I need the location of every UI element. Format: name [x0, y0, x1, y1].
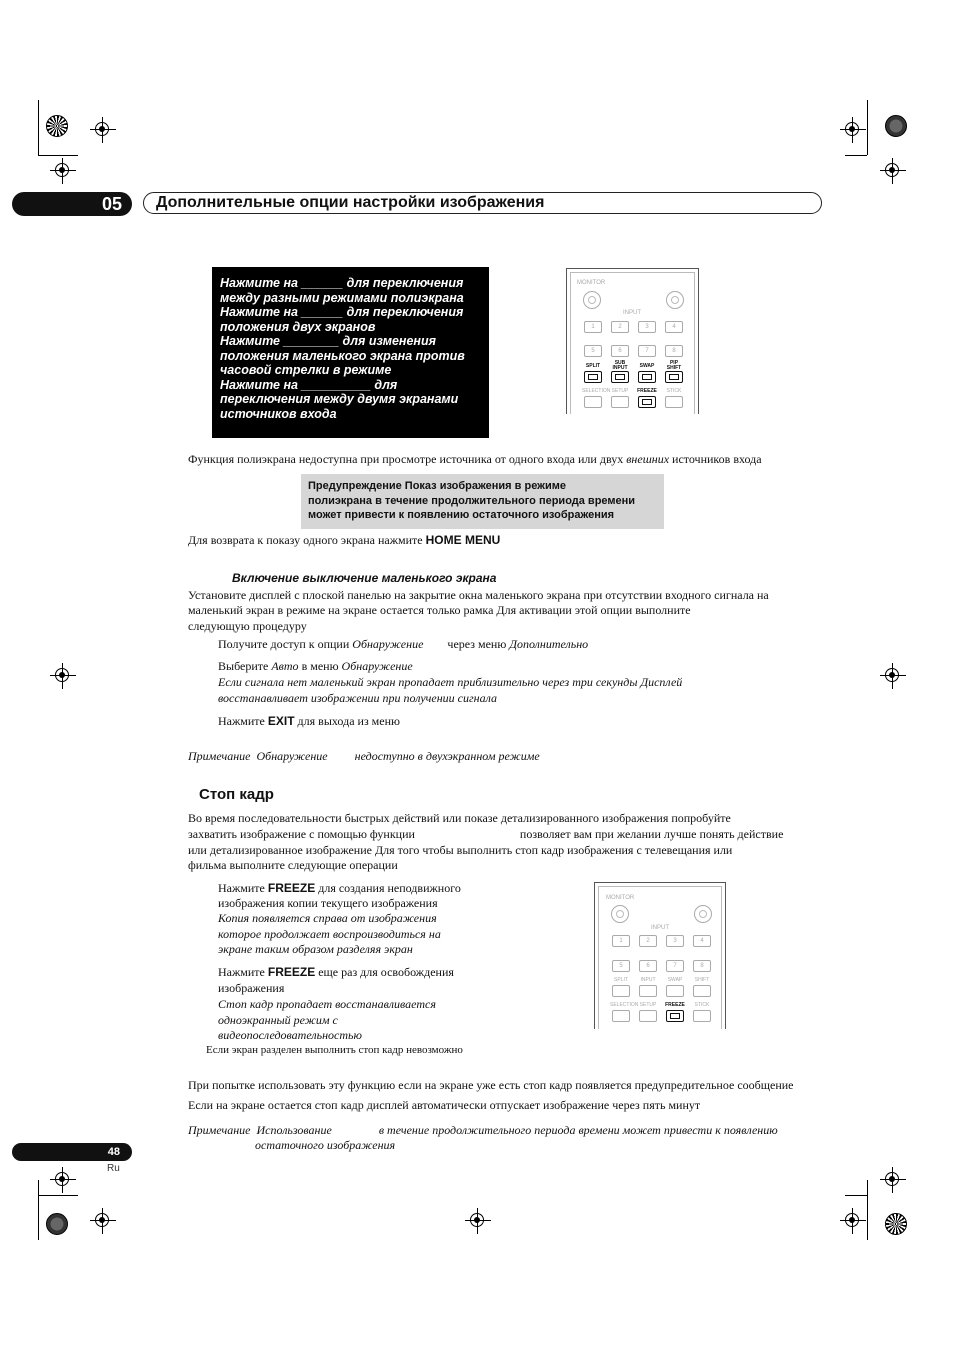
- step-text: Получите доступ к опции: [218, 637, 353, 651]
- section-title: Стоп кадр: [199, 786, 274, 803]
- instruction-line: Нажмите ________ для изменения: [220, 334, 436, 348]
- remote-num-button: 4: [665, 321, 683, 333]
- remote-button: [639, 985, 657, 997]
- key-label: EXIT: [267, 714, 295, 728]
- sub-input-button: [611, 371, 629, 383]
- remote-button: [611, 396, 629, 408]
- note-text: в течение продолжительного периода времени может привести к появлению: [378, 1123, 778, 1137]
- note-text: Использование: [256, 1123, 332, 1137]
- registration-rosette-icon: [885, 115, 907, 137]
- remote-button-label: SELECTION: [582, 388, 611, 394]
- remote-num-button: 6: [611, 345, 629, 357]
- note-text: Обнаружение: [256, 749, 328, 763]
- note-label: Примечание: [188, 1123, 251, 1137]
- power-icon: [611, 905, 629, 923]
- power-icon: [583, 291, 601, 309]
- split-button: [584, 371, 602, 383]
- split-note: Если экран разделен выполнить стоп кадр невозможно: [206, 1044, 463, 1056]
- instruction-line: часовой стрелки в режиме: [220, 363, 392, 377]
- remote-button-label: SWAP: [667, 977, 683, 983]
- chapter-number: 05: [12, 192, 132, 216]
- remote-input-label: INPUT: [651, 925, 669, 931]
- remote-num-button: 3: [666, 935, 684, 947]
- crop-target-icon: [885, 1172, 899, 1186]
- remote-button-label: STICK: [694, 1002, 710, 1008]
- step-note: восстанавливает изображении при получении сигнала: [218, 691, 497, 705]
- swap-button: [638, 371, 656, 383]
- paragraph-text: Функция полиэкрана недоступна при просмотре источника от одного входа или двух: [188, 452, 627, 466]
- crop-target-icon: [885, 163, 899, 177]
- crop-target-icon: [885, 668, 899, 682]
- remote-button-label: STICK: [666, 388, 682, 394]
- step-item: [218, 713, 400, 729]
- remote-num-button: 1: [584, 321, 602, 333]
- step-note: Стоп кадр пропадает восстанавливается: [218, 997, 436, 1011]
- remote-button-label: INPUT: [640, 977, 656, 983]
- paragraph-italic: внешних: [626, 452, 670, 466]
- remote-button: [639, 1010, 657, 1022]
- key-label: FREEZE: [267, 965, 316, 979]
- remote-num-button: 5: [612, 960, 630, 972]
- step-text: изображения копии текущего изображения: [218, 896, 438, 910]
- remote-button-label: SPLIT: [585, 363, 601, 369]
- crop-target-icon: [95, 1213, 109, 1227]
- step-note: Если сигнала нет маленький экран пропадает приблизительно через три секунды Дисплей: [218, 675, 683, 689]
- paragraph-text: источников входа: [669, 452, 762, 466]
- step-text: для создания неподвижного: [315, 881, 461, 895]
- page-number: 48: [12, 1143, 132, 1161]
- paragraph-line: Установите дисплей с плоской панелью на закрытие окна маленького экрана при отсутствии входного сигнала на: [188, 588, 769, 602]
- remote-num-button: 6: [639, 960, 657, 972]
- language-code: Ru: [107, 1163, 120, 1174]
- step-note: Копия появляется справа от изображения: [218, 911, 437, 925]
- paragraph-line: Во время последовательности быстрых действий или показе детализированного изображения попробуйте: [188, 811, 731, 825]
- remote-num-button: 5: [584, 345, 602, 357]
- step-text: Нажмите: [218, 965, 268, 979]
- step-item: [218, 880, 461, 896]
- paragraph-line: При попытке использовать эту функцию если на экране уже есть стоп кадр появляется предупредительное сообщение: [188, 1078, 794, 1092]
- note-label: Примечание: [188, 749, 251, 763]
- remote-button-label: SUB INPUT: [612, 360, 628, 371]
- warning-line: полиэкрана в течение продолжительного периода времени: [308, 494, 636, 507]
- paragraph-line: фильма выполните следующие операции: [188, 858, 398, 872]
- key-label: HOME MENU: [425, 533, 501, 547]
- step-text: Нажмите: [218, 714, 268, 728]
- crop-target-icon: [55, 668, 69, 682]
- step-item: [218, 636, 588, 652]
- step-italic: Обнаружение: [341, 659, 413, 673]
- remote-num-button: 7: [638, 345, 656, 357]
- step-item: [218, 964, 454, 980]
- registration-rosette-icon: [46, 115, 68, 137]
- step-text: через меню: [423, 637, 510, 651]
- step-text: для выхода из меню: [294, 714, 400, 728]
- step-text: Нажмите: [218, 881, 268, 895]
- remote-button-label: FREEZE: [637, 388, 657, 394]
- instruction-line: Нажмите на ______ для переключения: [220, 276, 464, 290]
- registration-rosette-icon: [46, 1213, 68, 1235]
- instruction-line: Нажмите на ______ для переключения: [220, 305, 464, 319]
- paragraph-line: захватить изображение с помощью функции позволяет вам при желании лучше понять действие: [188, 827, 784, 841]
- remote-illustration: [566, 268, 699, 414]
- step-italic: Обнаружение: [352, 637, 424, 651]
- remote-input-label: INPUT: [623, 310, 641, 316]
- remote-button-label: SWAP: [639, 363, 655, 369]
- step-text: изображения: [218, 981, 285, 995]
- warning-line: Предупреждение Показ изображения в режиме: [308, 480, 566, 492]
- paragraph-line: или детализированное изображение Для того чтобы выполнить стоп кадр изображения с телевещания или: [188, 843, 733, 857]
- step-text: в меню: [298, 659, 342, 673]
- note-text: недоступно в двухэкранном режиме: [354, 749, 540, 763]
- remote-button-label: SHIFT: [694, 977, 710, 983]
- instruction-box: [212, 267, 489, 438]
- remote-button-label: SETUP: [639, 1002, 657, 1008]
- crop-target-icon: [55, 163, 69, 177]
- step-text: еще раз для освобождения: [315, 965, 454, 979]
- step-item: [218, 658, 413, 674]
- remote-num-button: 4: [693, 935, 711, 947]
- remote-button-label: PIP SHIFT: [666, 360, 682, 371]
- crop-target-icon: [845, 1213, 859, 1227]
- remote-monitor-label: MONITOR: [606, 895, 635, 901]
- remote-num-button: 8: [665, 345, 683, 357]
- step-note: экране таким образом разделяя экран: [218, 942, 413, 956]
- return-instruction: [188, 532, 500, 548]
- note: [188, 1122, 778, 1138]
- instruction-line: переключения между двумя экранами: [220, 392, 459, 406]
- warning-box: [301, 474, 664, 529]
- remote-illustration: [594, 882, 726, 1029]
- instruction-line: между разными режимами полиэкрана: [220, 290, 464, 305]
- paragraph-line: Если на экране остается стоп кадр дисплей автоматически отпускает изображение через пять минут: [188, 1098, 701, 1112]
- remote-num-button: 3: [638, 321, 656, 333]
- power-icon: [694, 905, 712, 923]
- remote-button: [693, 985, 711, 997]
- step-italic: Дополнительно: [509, 637, 589, 651]
- note: [188, 748, 540, 764]
- power-icon: [666, 291, 684, 309]
- remote-monitor-label: MONITOR: [577, 280, 606, 286]
- key-label: FREEZE: [267, 881, 316, 895]
- crop-target-icon: [55, 1172, 69, 1186]
- step-note: одноэкранный режим с: [218, 1013, 338, 1027]
- remote-num-button: 7: [666, 960, 684, 972]
- remote-button: [665, 396, 683, 408]
- paragraph-text: Для возврата к показу одного экрана нажмите: [188, 533, 426, 547]
- remote-button: [612, 985, 630, 997]
- warning-line: может привести к появлению остаточного изображения: [308, 509, 615, 521]
- remote-button-label: SETUP: [611, 388, 629, 394]
- remote-button: [584, 396, 602, 408]
- remote-num-button: 1: [612, 935, 630, 947]
- paragraph-line: следующую процедуру: [188, 619, 307, 633]
- registration-rosette-icon: [885, 1213, 907, 1235]
- remote-button-label: FREEZE: [665, 1002, 685, 1008]
- remote-button: [666, 985, 684, 997]
- remote-button: [693, 1010, 711, 1022]
- chapter-title: Дополнительные опции настройки изображения: [143, 192, 822, 214]
- remote-button-label: SELECTION: [610, 1002, 639, 1008]
- instruction-line: источников входа: [220, 406, 337, 421]
- crop-target-icon: [95, 122, 109, 136]
- remote-num-button: 8: [693, 960, 711, 972]
- subheading: Включение выключение маленького экрана: [232, 571, 497, 585]
- crop-target-icon: [845, 122, 859, 136]
- paragraph-line: маленький экран в режиме на экране остается только рамка Для активации этой опции выполните: [188, 603, 691, 617]
- pip-shift-button: [665, 371, 683, 383]
- step-italic: Авто: [271, 659, 299, 673]
- step-note: видеопоследовательностью: [218, 1028, 362, 1042]
- step-text: Выберите: [218, 659, 272, 673]
- freeze-button: [666, 1010, 684, 1022]
- remote-num-button: 2: [611, 321, 629, 333]
- remote-num-button: 2: [639, 935, 657, 947]
- step-note: которое продолжает воспроизводиться на: [218, 927, 441, 941]
- remote-button-label: SPLIT: [614, 977, 628, 983]
- freeze-button: [638, 396, 656, 408]
- instruction-line: положения маленького экрана против: [220, 348, 465, 363]
- instruction-line: Нажмите на __________ для: [220, 377, 398, 392]
- crop-target-icon: [470, 1213, 484, 1227]
- remote-button: [612, 1010, 630, 1022]
- instruction-line: положения двух экранов: [220, 319, 376, 334]
- paragraph: [188, 451, 762, 467]
- note-text: остаточного изображения: [255, 1138, 396, 1152]
